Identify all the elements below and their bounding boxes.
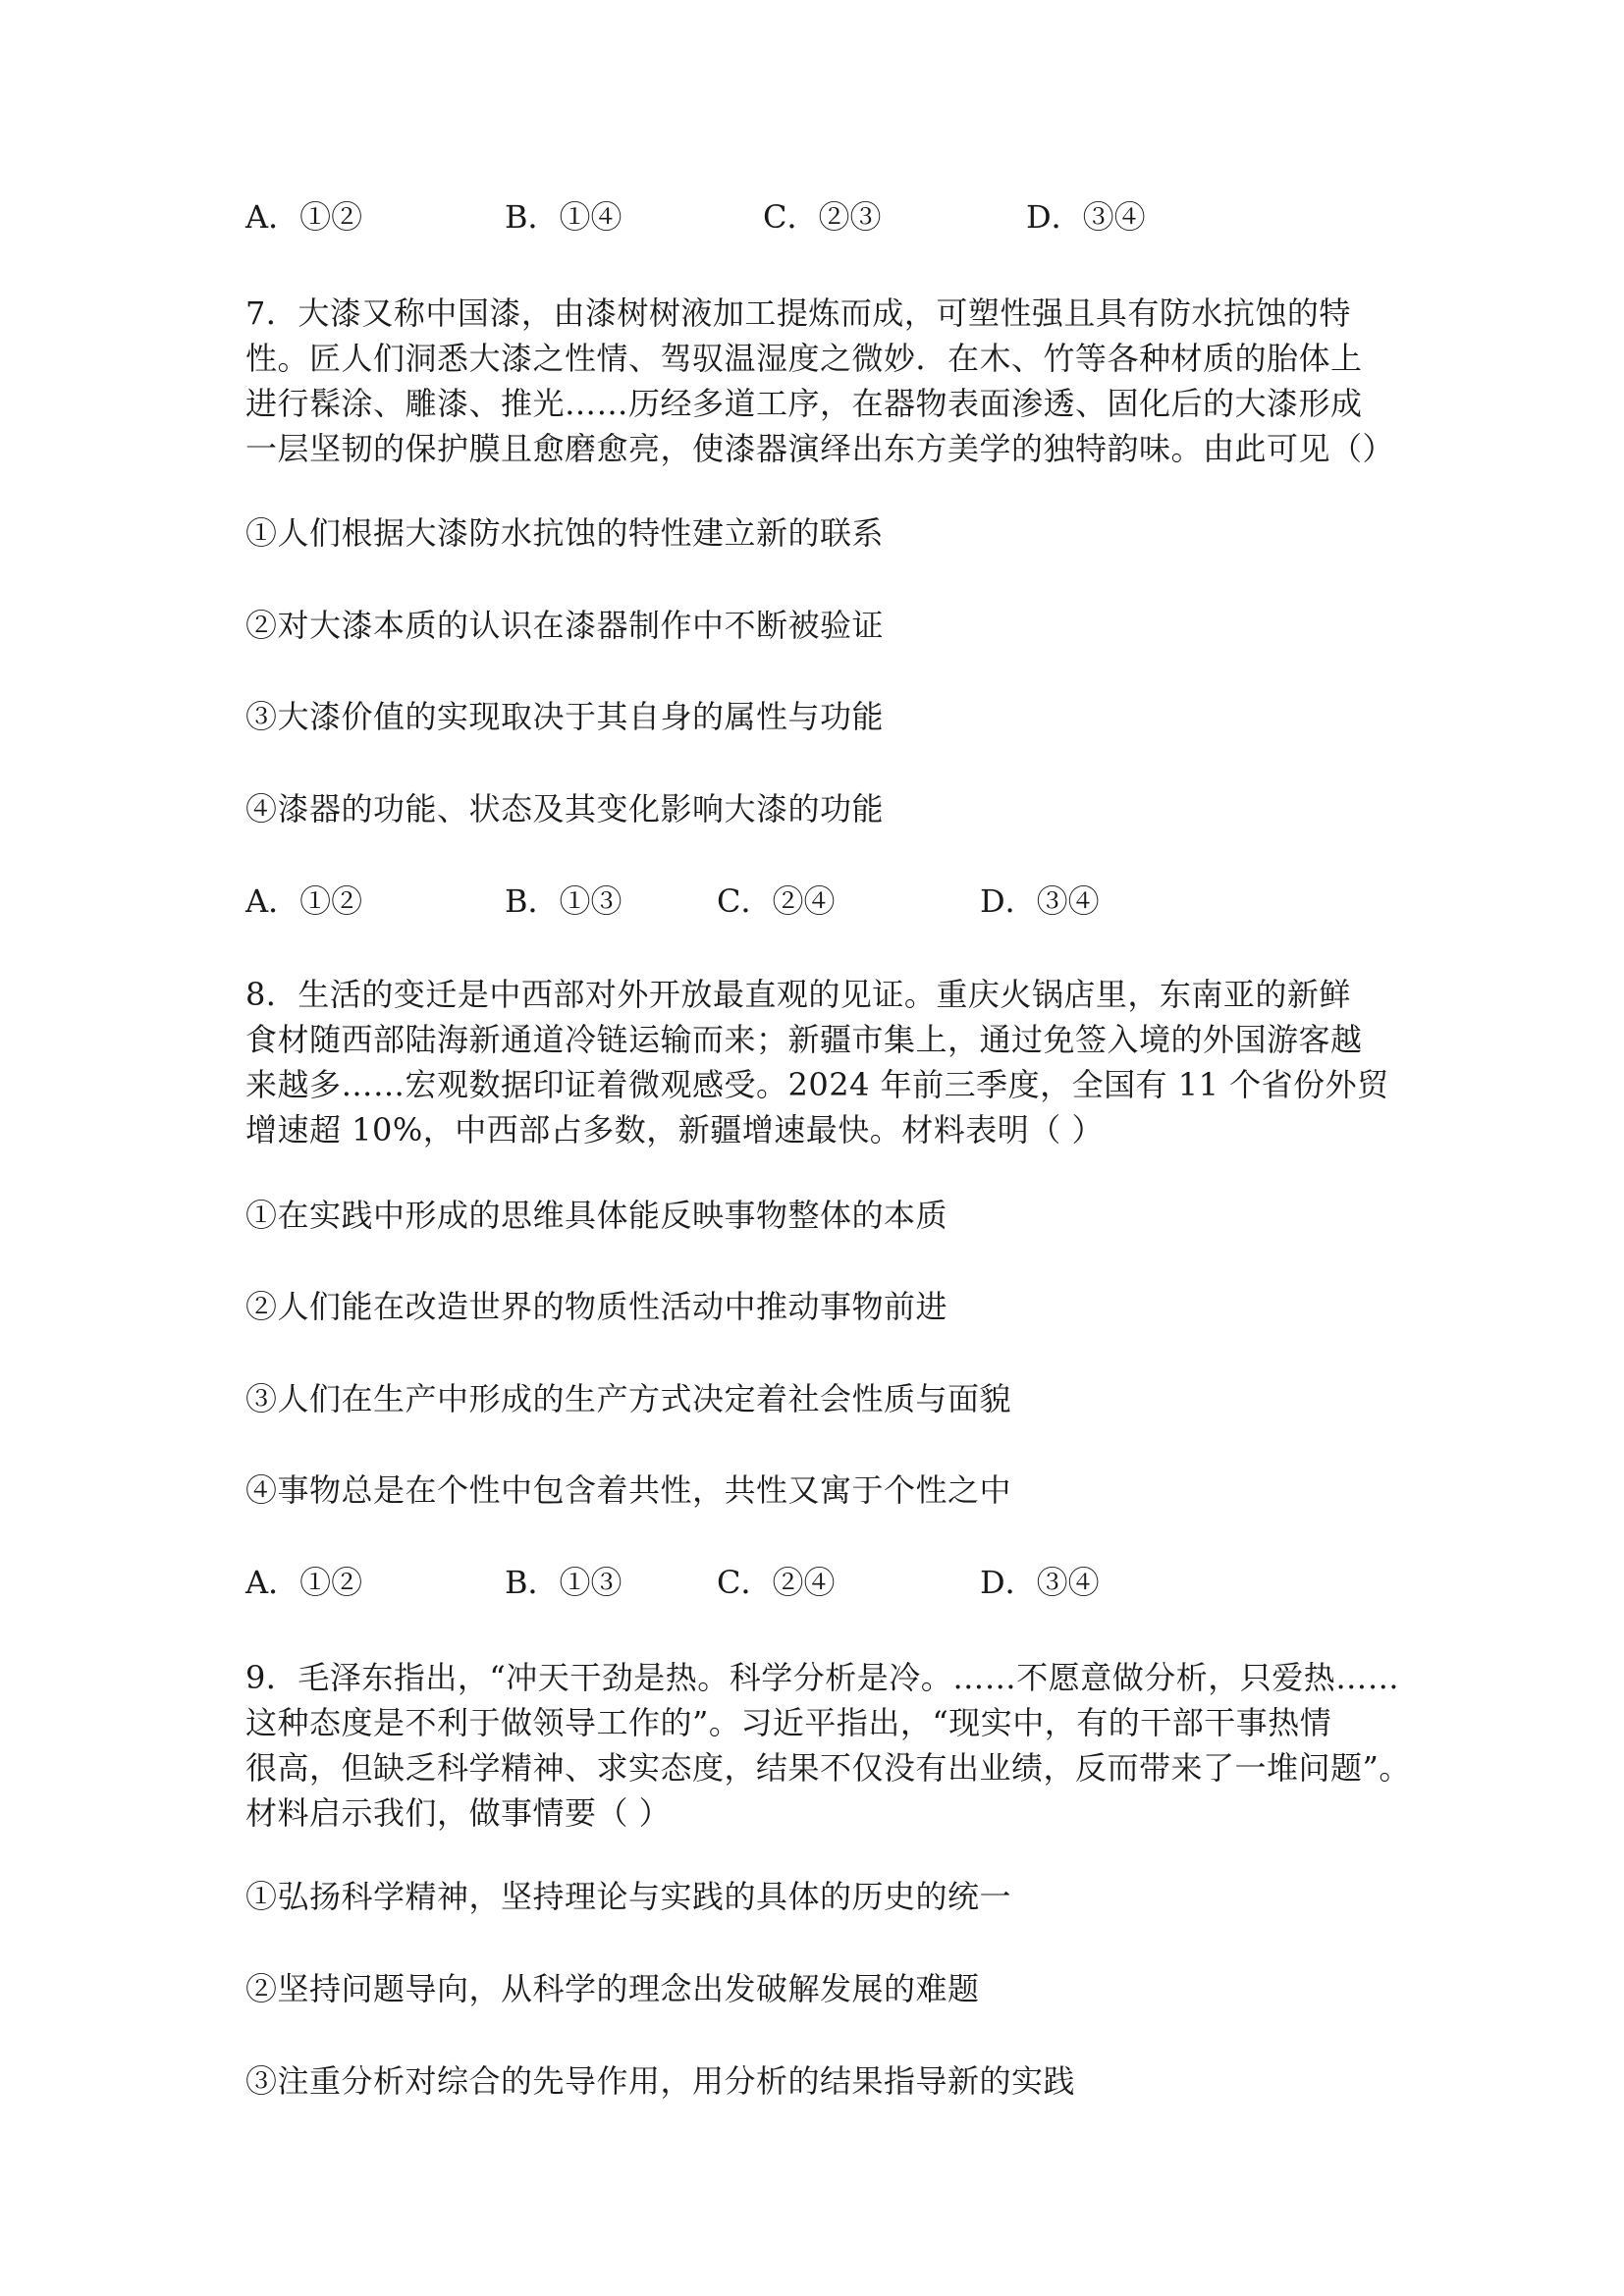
q7-option-2: ②对大漆本质的认识在漆器制作中不断被验证 — [245, 607, 885, 644]
q7-stem-line: 性。匠人们洞悉大漆之性情、驾驭温湿度之微妙．在木、竹等各种材质的胎体上 — [245, 340, 1363, 377]
choice-d[interactable]: D．③④ — [980, 1564, 1100, 1601]
q9-stem — [245, 1655, 1411, 1836]
q9-option-2: ②坚持问题导向，从科学的理念出发破解发展的难题 — [245, 1970, 980, 2007]
q7-option-1: ①人们根据大漆防水抗蚀的特性建立新的联系 — [245, 514, 885, 552]
q7-stem-line: 一层坚韧的保护膜且愈磨愈亮，使漆器演绎出东方美学的独特韵味。由此可见（） — [245, 430, 1395, 467]
q9-option-3: ③注重分析对综合的先导作用，用分析的结果指导新的实践 — [245, 2062, 1076, 2100]
q8-option-4: ④事物总是在个性中包含着共性，共性又寓于个性之中 — [245, 1471, 1012, 1509]
choice-c[interactable]: C．②④ — [717, 1564, 836, 1601]
choice-a[interactable]: A．①② — [245, 882, 363, 920]
q8-stem-line: 来越多……宏观数据印证着微观感受。2024 年前三季度，全国有 11 个省份外贸 — [245, 1066, 1389, 1103]
q8-stem-line: 增速超 10%，中西部占多数，新疆增速最快。材料表明（ ） — [245, 1111, 1104, 1148]
choice-c[interactable]: C．②③ — [763, 198, 882, 236]
q9-option-1: ①弘扬科学精神，坚持理论与实践的具体的历史的统一 — [245, 1878, 1012, 1915]
q8-answer-choices — [245, 1560, 1384, 1605]
q8-stem — [245, 972, 1389, 1152]
choice-b[interactable]: B．①③ — [505, 1564, 623, 1601]
q6-answer-choices — [245, 194, 1384, 240]
q7-stem-line: 7．大漆又称中国漆，由漆树树液加工提炼而成，可塑性强且具有防水抗蚀的特 — [245, 294, 1351, 332]
choice-b[interactable]: B．①④ — [505, 198, 623, 236]
q8-stem-line: 食材随西部陆海新通道冷链运输而来；新疆市集上，通过免签入境的外国游客越 — [245, 1021, 1363, 1058]
q8-stem-line: 8．生活的变迁是中西部对外开放最直观的见证。重庆火锅店里，东南亚的新鲜 — [245, 976, 1351, 1013]
q7-option-3: ③大漆价值的实现取决于其自身的属性与功能 — [245, 698, 885, 735]
q7-stem — [245, 291, 1395, 471]
q8-option-3: ③人们在生产中形成的生产方式决定着社会性质与面貌 — [245, 1380, 1012, 1417]
q9-stem-line: 材料启示我们，做事情要（ ） — [245, 1794, 672, 1832]
choice-a[interactable]: A．①② — [245, 198, 363, 236]
q9-stem-line: 9．毛泽东指出，“冲天干劲是热。科学分析是冷。……不愿意做分析，只爱热…… — [245, 1659, 1400, 1696]
choice-a[interactable]: A．①② — [245, 1564, 363, 1601]
choice-d[interactable]: D．③④ — [1026, 198, 1146, 236]
q7-stem-line: 进行髹涂、雕漆、推光……历经多道工序，在器物表面渗透、固化后的大漆形成 — [245, 385, 1363, 422]
q8-option-2: ②人们能在改造世界的物质性活动中推动事物前进 — [245, 1288, 948, 1325]
q7-option-4: ④漆器的功能、状态及其变化影响大漆的功能 — [245, 790, 885, 828]
q9-stem-line: 很高，但缺乏科学精神、求实态度，结果不仅没有出业绩，反而带来了一堆问题”。 — [245, 1749, 1411, 1787]
q8-option-1: ①在实践中形成的思维具体能反映事物整体的本质 — [245, 1197, 948, 1234]
choice-d[interactable]: D．③④ — [980, 882, 1100, 920]
q7-answer-choices — [245, 879, 1384, 924]
choice-c[interactable]: C．②④ — [717, 882, 836, 920]
choice-b[interactable]: B．①③ — [505, 882, 623, 920]
q9-stem-line: 这种态度是不利于做领导工作的”。习近平指出，“现实中，有的干部干事热情 — [245, 1704, 1332, 1741]
